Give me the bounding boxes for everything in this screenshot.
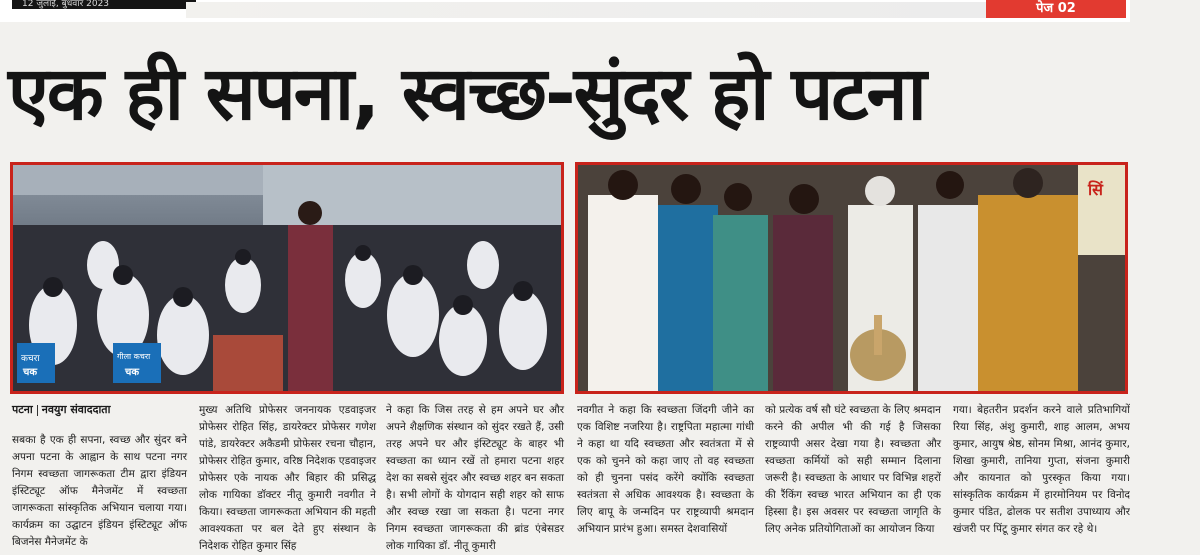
sign-text-4: चक [125,367,140,378]
header-strip [186,2,986,18]
sign-text-3: गीला कचरा [117,352,151,361]
byline-place: पटना [12,403,33,416]
photo-audience [10,162,564,394]
byline-divider [37,405,38,416]
photo-audience-image [13,165,561,391]
article-column-4: नवगीत ने कहा कि स्वच्छता जिंदगी जीने का एक विशिष्ट नजरिया है। राष्ट्रपिता महात्मा गांधी ने कहा था यदि स्वच्छता और स्वतंत्रता में से एक को चुनने को कहा जाए तो वह स्वच्छता को ही चुनना पसंद करेंगे क्योंकि स्वच्छता स्वतंत्रता से अधिक आवश्यक है। स्वच्छता के लिए बापू के जन्मदिन पर राष्ट्रव्यापी श्रमदान अभियान प्रारंभ हुआ। समस्त देशवासियों [577,404,754,535]
photo-lamp-lighting [575,162,1128,394]
date-label: 12 जुलाई, बुधवार 2023 [12,0,196,9]
page-number-tag: पेज 02 [986,0,1126,18]
page-margin [1130,0,1200,540]
byline-reporter: नवयुग संवाददाता [41,403,111,416]
article-column-6: गया। बेहतरीन प्रदर्शन करने वाले प्रतिभागियों रिया सिंह, अंशु कुमारी, शाह आलम, अभय कुमार, आयुष श्रेष्ठ, सोनम मिश्रा, आनंद कुमार, शिखा कुमारी, तानिया गुप्ता, संजना कुमारी और कायनात को पुरस्कृत किया गया। सांस्कृतिक कार्यक्रम में हारमोनियम पर विनोद कुमार पंडित, ढोलक पर सतीश उपाध्याय और खंजरी पर पिंटू कुमार संगत कर रहे थे। [953,404,1130,535]
sign-text-1: कचरा [21,354,40,364]
banner-text: सिं [1088,180,1103,199]
article-column-3: ने कहा कि जिस तरह से हम अपने घर और अपने शैक्षणिक संस्थान को सुंदर रखते हैं, उसी तरह अपने घर और इंस्टिट्यूट के बाहर भी स्वच्छता का ध्यान रखें तो हमारा पटना शहर देश का सबसे सुंदर और स्वच्छ शहर बन सकता है। सभी लोगों के योगदान सही शहर को साफ और स्वच्छ रखा जा सकता है। पटना नगर निगम स्वच्छता जागरूकता की ब्रांड एंबेसडर लोक गायिका डॉ. नीतू कुमारी [386,404,564,552]
article-column-1: सबका है एक ही सपना, स्वच्छ और सुंदर बने अपना पटना के आह्वान के साथ पटना नगर निगम स्वच्छता जागरूकता टीम द्वारा इंडियन इंस्टिट्यूट ऑफ मैनेजमेंट में स्वच्छता जागरूकता सांस्कृतिक अभियान चलाया गया। कार्यक्रम का उद्घाटन इंडियन इंस्टिट्यूट ऑफ बिजनेस मैनेजमेंट के [12,434,187,548]
article-column-2: मुख्य अतिथि प्रोफेसर जननायक एडवाइजर प्रोफेसर रोहित सिंह, डायरेक्टर प्रोफेसर गणेश पांडे, डायरेक्टर अकैडमी प्रोफेसर रचना चौहान, प्रोफेसर रोहित कुमार, वरिष्ठ निदेशक एडवाइजर प्रोफेसर एके नायक और बिहार की प्रसिद्ध लोक गायिका डॉक्टर नीतू कुमारी नवगीत ने किया। स्वच्छता जागरूकता अभियान की महती आवश्यकता पर बल देते हुए संस्थान के निदेशक रोहित कुमार सिंह [199,404,376,552]
article-column-5: को प्रत्येक वर्ष सौ घंटे स्वच्छता के लिए श्रमदान करने की अपील भी की गई है जिसका राष्ट्रव्यापी असर देखा गया है। स्वच्छता और स्वच्छता कर्मियों को सही सम्मान दिलाना जरूरी है। स्वच्छता के आधार पर विभिन्न शहरों की रैंकिंग स्वच्छ भारत अभियान का ही एक हिस्सा है। इस अवसर पर स्वच्छता जागृति के लिए अनेक प्रतियोगिताओं का आयोजन किया [765,404,941,535]
headline: एक ही सपना, स्वच्छ-सुंदर हो पटना [8,51,925,137]
photo-lamp-lighting-image [578,165,1125,391]
byline [12,402,110,417]
sign-text-2: चक [23,367,38,378]
